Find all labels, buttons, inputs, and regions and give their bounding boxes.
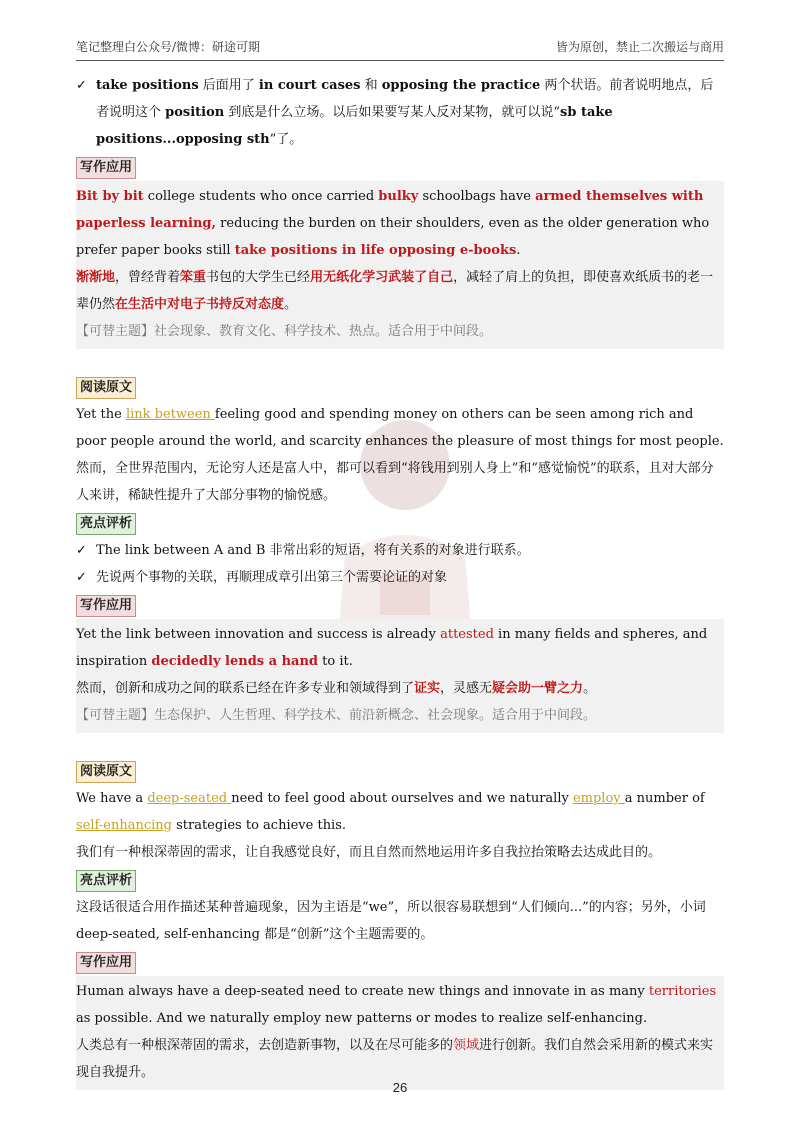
writing-block-3 xyxy=(76,976,724,1090)
highlight-text: 这段话很适合用作描述某种普遍现象，因为主语是“we”，所以很容易联想到“人们倾向...”的内容；另外，小词 deep-seated, self-enhancing 都是“创新”这个主题需要的。 xyxy=(76,900,706,942)
writing-block-2 xyxy=(76,619,724,733)
reading-en-1: Yet the link between feeling good and spending money on others can be seen among rich and poor people around the world, and scarcity enhances the pleasure of most things for most people. xyxy=(76,407,724,449)
bullet-take-positions: ✓ take positions 后面用了 in court cases 和 opposing the practice 两个状语。前者说明地点，后者说明这个 position 到底是什么立场。以后如果要写某人反对某物，就可以说“sb take positions...opposing sth”了。 xyxy=(76,72,724,153)
tag-reading-original: 阅读原文 xyxy=(76,377,136,399)
page-number: 26 xyxy=(392,1080,408,1095)
page-header xyxy=(76,38,724,61)
tag-writing-application: 写作应用 xyxy=(76,952,136,974)
writing-cn: 然而，创新和成功之间的联系已经在许多专业和领域得到了证实，灵感无疑会助一臂之力。 xyxy=(76,681,597,696)
document-body xyxy=(76,72,724,1090)
reading-cn-2: 我们有一种根深蒂固的需求，让自我感觉良好，而且自然而然地运用许多自我拉抬策略去达成此目的。 xyxy=(76,845,662,860)
tag-highlight-review: 亮点评析 xyxy=(76,513,136,535)
checkmark-icon: ✓ xyxy=(76,543,87,558)
writing-en: Yet the link between innovation and success is already attested in many fields and spheres, and inspiration decidedly lends a hand to it. xyxy=(76,627,708,669)
header-right: 皆为原创，禁止二次搬运与商用 xyxy=(555,40,724,54)
checkmark-icon: ✓ xyxy=(76,570,87,585)
tag-highlight-review: 亮点评析 xyxy=(76,870,136,892)
reading-en-2: We have a deep-seated need to feel good about ourselves and we naturally employ a number of self-enhancing strategies to achieve this. xyxy=(76,791,705,833)
highlight-item: ✓ 先说两个事物的关联，再顺理成章引出第三个需要论证的对象 xyxy=(76,564,724,591)
writing-en: Human always have a deep-seated need to create new things and innovate in as many territories as possible. And we naturally employ new patterns or modes to realize self-enhancing. xyxy=(76,984,717,1026)
writing-block-1 xyxy=(76,181,724,349)
tag-reading-original: 阅读原文 xyxy=(76,761,136,783)
reading-cn-1: 然而，全世界范围内，无论穷人还是富人中，都可以看到“将钱用到别人身上”和“感觉愉悦”的联系，且对大部分人来讲，稀缺性提升了大部分事物的愉悦感。 xyxy=(76,461,714,503)
alt-topics: 【可替主题】生态保护、人生哲理、科学技术、前沿新概念、社会现象。适合用于中间段。 xyxy=(76,708,597,723)
writing-cn: 渐渐地，曾经背着笨重书包的大学生已经用无纸化学习武装了自己，减轻了肩上的负担，即使喜欢纸质书的老一辈仍然在生活中对电子书持反对态度。 xyxy=(76,270,714,312)
writing-cn: 人类总有一种根深蒂固的需求，去创造新事物，以及在尽可能多的领域进行创新。我们自然会采用新的模式来实现自我提升。 xyxy=(76,1038,714,1080)
highlight-item: ✓ The link between A and B 非常出彩的短语，将有关系的对象进行联系。 xyxy=(76,537,724,564)
header-left: 笔记整理白公众号/微博：研途可期 xyxy=(76,40,261,54)
writing-en: Bit by bit college students who once carried bulky schoolbags have armed themselves with paperless learning, reducing the burden on their shoulders, even as the older generation who prefer paper books still take positions in life opposing e-books. xyxy=(76,189,710,258)
tag-writing-application: 写作应用 xyxy=(76,595,136,617)
alt-topics: 【可替主题】社会现象、教育文化、科学技术、热点。适合用于中间段。 xyxy=(76,324,493,339)
tag-writing-application: 写作应用 xyxy=(76,157,136,179)
checkmark-icon: ✓ xyxy=(76,78,87,93)
